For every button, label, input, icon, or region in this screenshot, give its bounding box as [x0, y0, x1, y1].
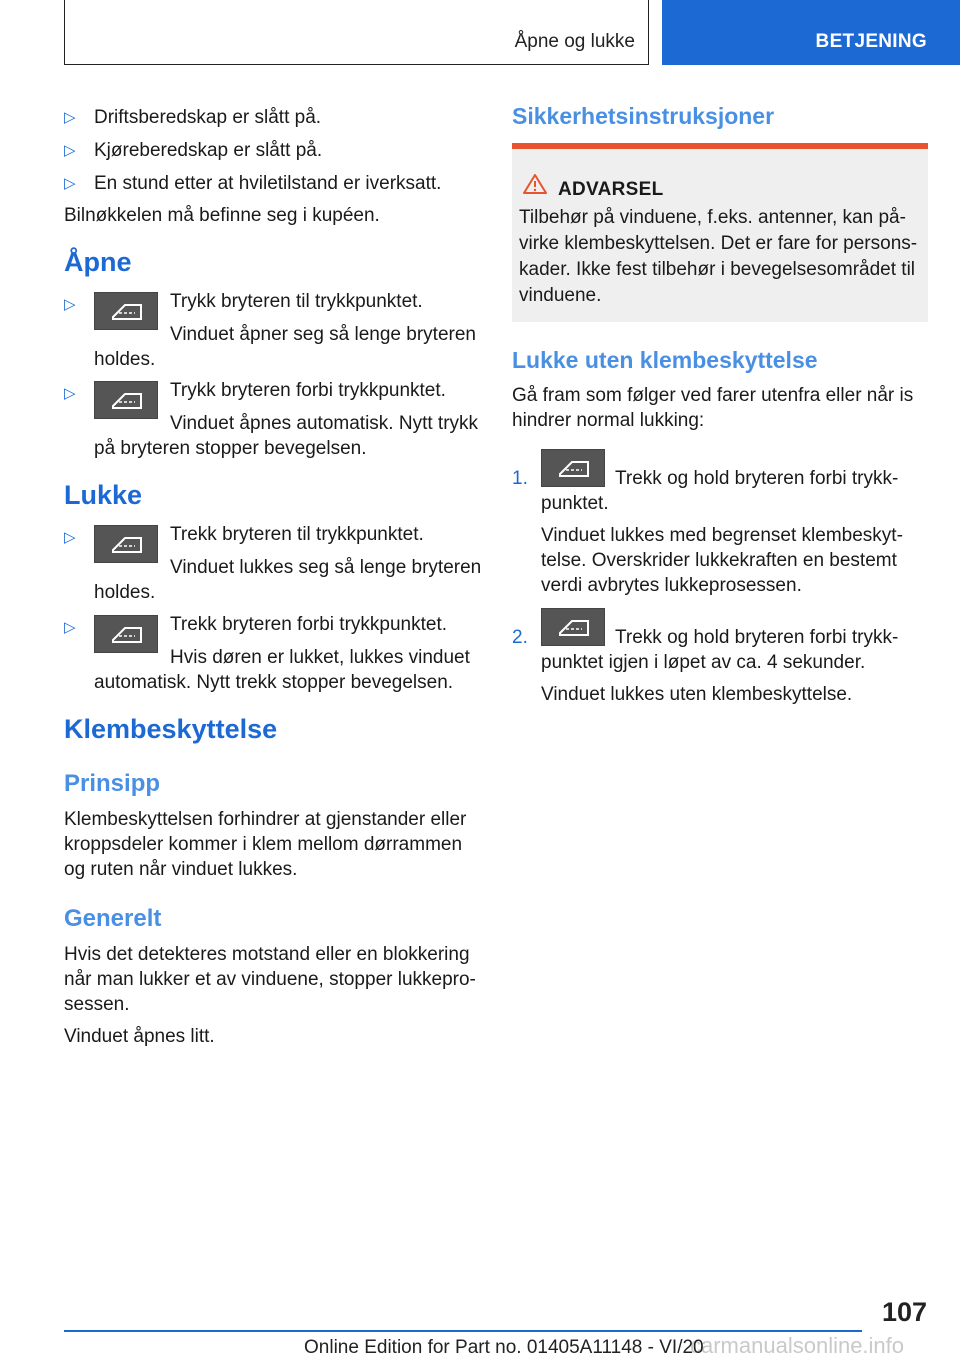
close-item-2-line2: Hvis døren er lukket, lukkes vinduet — [170, 647, 470, 668]
list-item: En stund etter at hviletilstand er iverksatt. — [94, 173, 442, 194]
warning-text-line: virke klembeskyttelsen. Det er fare for persons- — [519, 233, 918, 254]
triangle-bullet-icon: ▷ — [64, 175, 76, 192]
no-pinch-heading: Lukke uten klembeskyttelse — [512, 347, 818, 373]
step-2-line1: Trekk og hold bryteren forbi trykk- — [615, 627, 899, 648]
window-switch-icon — [541, 608, 605, 646]
principle-heading: Prinsipp — [64, 770, 161, 797]
warning-box — [512, 143, 928, 322]
step-1-sub-line: telse. Overskrider lukkekraften en bestemt — [541, 550, 897, 571]
warning-text-line: kader. Ikke fest tilbehør i bevegelsesområdet til — [519, 259, 916, 280]
principle-text-line: Klembeskyttelsen forhindrer at gjenstander eller — [64, 809, 467, 830]
step-2-line2: punktet igjen i løpet av ca. 4 sekunder. — [541, 652, 866, 673]
warning-text-line: vinduene. — [519, 285, 602, 306]
header-chapter-tab — [662, 0, 960, 65]
step-2-sub-line: Vinduet lukkes uten klembeskyttelse. — [541, 684, 853, 705]
close-heading: Lukke — [64, 480, 143, 510]
open-item-2-line1: Trykk bryteren forbi trykkpunktet. — [170, 380, 446, 401]
open-item-1-line2: Vinduet åpner seg så lenge bryteren — [170, 324, 476, 345]
general-heading: Generelt — [64, 905, 162, 932]
open-item-2-line3: på bryteren stopper bevegelsen. — [94, 438, 367, 459]
triangle-bullet-icon: ▷ — [64, 109, 76, 126]
step-number: 2. — [512, 627, 528, 648]
window-switch-icon — [541, 449, 605, 487]
close-item-1-line3: holdes. — [94, 582, 156, 603]
warning-text — [519, 205, 923, 309]
footer-edition: Online Edition for Part no. 01405A11148 - VI/20 — [304, 1337, 704, 1358]
open-item-1-line3: holdes. — [94, 349, 156, 370]
general-note: Vinduet åpnes litt. — [64, 1026, 215, 1047]
step-1-line1: Trekk og hold bryteren forbi trykk- — [615, 468, 899, 489]
window-switch-icon — [94, 615, 158, 653]
footer-divider — [64, 1330, 862, 1332]
window-switch-icon — [94, 381, 158, 419]
no-pinch-intro-line: Gå fram som følger ved farer utenfra eller når is — [512, 385, 914, 406]
general-text-line: når man lukker et av vinduene, stopper lukkepro- — [64, 969, 476, 990]
header-section-box — [64, 0, 649, 65]
safety-heading: Sikkerhetsinstruksjoner — [512, 103, 775, 129]
close-item-2-line1: Trekk bryteren forbi trykkpunktet. — [170, 614, 448, 635]
triangle-bullet-icon: ▷ — [64, 142, 76, 159]
step-1-sub-line: Vinduet lukkes med begrenset klembeskyt- — [541, 525, 903, 546]
list-item: Driftsberedskap er slått på. — [94, 107, 322, 128]
pinch-heading: Klembeskyttelse — [64, 714, 278, 744]
warning-title: ADVARSEL — [558, 179, 664, 200]
open-item-2-line2: Vinduet åpnes automatisk. Nytt trykk — [170, 413, 479, 434]
watermark: carmanualsonline.info — [690, 1333, 905, 1358]
open-heading: Åpne — [64, 247, 132, 277]
page-number: 107 — [881, 1297, 927, 1327]
intro-note: Bilnøkkelen må befinne seg i kupéen. — [64, 205, 380, 226]
close-item-1-line2: Vinduet lukkes seg så lenge bryteren — [170, 557, 482, 578]
general-text-line: sessen. — [64, 994, 130, 1015]
general-text-line: Hvis det detekteres motstand eller en blokkering — [64, 944, 470, 965]
window-switch-icon — [94, 292, 158, 330]
warning-triangle-icon — [522, 173, 548, 195]
principle-text-line: og ruten når vinduet lukkes. — [64, 859, 298, 880]
warning-text-line: Tilbehør på vinduene, f.eks. antenner, kan på- — [519, 207, 906, 228]
step-number: 1. — [512, 468, 528, 489]
close-item-1-line1: Trekk bryteren til trykkpunktet. — [170, 524, 424, 545]
open-item-1-line1: Trykk bryteren til trykkpunktet. — [170, 291, 423, 312]
principle-text-line: kroppsdeler kommer i klem mellom dørrammen — [64, 834, 463, 855]
step-1-line2: punktet. — [541, 493, 609, 514]
list-item: Kjøreberedskap er slått på. — [94, 140, 323, 161]
step-1-sub-line: verdi avbrytes lukkeprosessen. — [541, 575, 802, 596]
window-switch-icon — [94, 525, 158, 563]
triangle-bullet-icon: ▷ — [64, 529, 76, 546]
close-item-2-line3: automatisk. Nytt trekk stopper bevegelsen. — [94, 672, 454, 693]
header-chapter-title: BETJENING — [815, 31, 927, 52]
triangle-bullet-icon: ▷ — [64, 296, 76, 313]
header-section-title: Åpne og lukke — [514, 31, 635, 52]
triangle-bullet-icon: ▷ — [64, 385, 76, 402]
no-pinch-intro-line: hindrer normal lukking: — [512, 410, 705, 431]
triangle-bullet-icon: ▷ — [64, 619, 76, 636]
